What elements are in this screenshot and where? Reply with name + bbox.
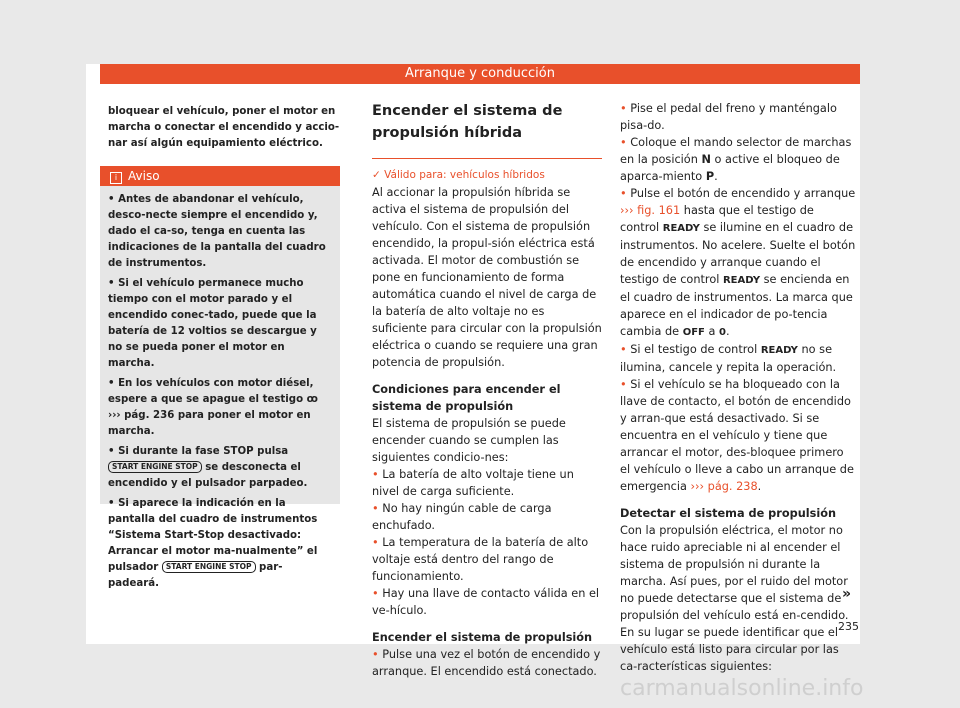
list-item: • Pise el pedal del freno y manténgalo pisa-do. — [620, 102, 837, 132]
ready-indicator-icon: READY — [760, 345, 798, 356]
list-item: • Hay una llave de contacto válida en el ve-hículo. — [372, 587, 600, 617]
page-link[interactable]: ››› pág. 238 — [690, 480, 758, 493]
watermark: carmanualsonline.info — [620, 676, 864, 701]
column-middle — [372, 100, 602, 680]
subheading: Detectar el sistema de propulsión — [620, 507, 837, 520]
continue-marker: » — [842, 586, 852, 602]
aviso-header — [100, 166, 340, 186]
aviso-body — [100, 186, 340, 592]
column-left — [108, 104, 340, 152]
start-stop-key-icon: START ENGINE STOP — [108, 461, 202, 473]
title-rule — [372, 158, 602, 159]
glow-plug-icon: ꝏ — [306, 394, 318, 405]
start-stop-key-icon: START ENGINE STOP — [162, 561, 256, 573]
paragraph: Con la propulsión eléctrica, el motor no hace ruido apreciable ni al encender el sistema de propulsión ni durante la marcha. Así pues, por el ruido del motor no puede detectarse que el sistema de propulsión del vehículo está en-cendido. En su lugar se puede identificar que el vehículo está listo para circular por las ca-racterísticas siguientes: — [620, 524, 849, 673]
ready-indicator-icon: READY — [722, 275, 761, 286]
zero-indicator-icon: 0 — [718, 327, 726, 338]
info-icon: i — [110, 172, 122, 184]
ready-indicator-icon: READY — [662, 223, 700, 234]
list-item: • Pulse una vez el botón de encendido y arranque. El encendido está conectado. — [372, 648, 601, 678]
validity-note: ✓ Válido para: vehículos híbridos — [372, 169, 545, 181]
column-right — [620, 100, 856, 675]
list-item: • La batería de alto voltaje tiene un nivel de carga suficiente. — [372, 468, 574, 498]
list-item: • Pulse el botón de encendido y arranque ››› fig. 161 hasta que el testigo de control READY se ilumine en el cuadro de instrumentos. No acelere. Suelte el botón de encendido y arranque cuando el testigo de control READY se encienda en el cuadro de instrumentos. La marca que aparece en el indicador de po-tencia cambia de OFF a 0. — [620, 187, 856, 338]
aviso-item: • En los vehículos con motor diésel, espere a que se apague el testigo ꝏ ››› pág. 236 para poner el motor en marcha. — [108, 378, 318, 437]
section-title: Encender el sistema de propulsión híbrida — [372, 103, 563, 141]
list-item: • Si el vehículo se ha bloqueado con la llave de contacto, el botón de encendido y arran-que está desactivado. Si se encuentra en el vehículo y tiene que arrancar el motor, des-bloquee primero el vehículo o lleve a cabo un arranque de emergencia ››› pág. 238. — [620, 378, 854, 493]
list-item: • No hay ningún cable de carga enchufado. — [372, 502, 552, 532]
aviso-item: • Si el vehículo permanece mucho tiempo con el motor parado y el encendido conec-tado, puede que la batería de 12 voltios se descargue y no se pueda poner el motor en marcha. — [108, 278, 317, 369]
aviso-item: • Si aparece la indicación en la pantalla del cuadro de instrumentos “Sistema Start-Stop desactivado: Arrancar el motor ma-nualmente” el pulsador START ENGINE STOP par-padeará. — [108, 498, 318, 589]
paragraph: Al accionar la propulsión híbrida se activa el sistema de propulsión del vehículo. Con el sistema de propulsión encendido, la propul-sión eléctrica está activada. El motor de combustión se pone en funcionamiento de forma automática cuando el nivel de carga de la batería de alto voltaje no es suficiente para circular con la propulsión eléctrica o cuando se requiere una gran potencia de propulsión. — [372, 186, 602, 369]
section-header: Arranque y conducción — [100, 64, 860, 84]
subheading: Condiciones para encender el sistema de propulsión — [372, 383, 561, 413]
off-indicator-icon: OFF — [682, 327, 705, 338]
list-item: • La temperatura de la batería de alto voltaje está dentro del rango de funcionamiento. — [372, 536, 589, 583]
aviso-title: Aviso — [128, 169, 160, 183]
page-number: 235 — [838, 620, 859, 633]
figure-link[interactable]: ››› fig. 161 — [620, 204, 681, 217]
list-item: • Coloque el mando selector de marchas en la posición N o active el bloqueo de aparca-miento P. — [620, 136, 852, 183]
paragraph: El sistema de propulsión se puede encender cuando se cumplen las siguientes condicio-nes: — [372, 417, 566, 464]
list-item: • Si el testigo de control READY no se ilumina, cancele y repita la operación. — [620, 343, 837, 374]
subheading: Encender el sistema de propulsión — [372, 631, 593, 644]
aviso-item: • Antes de abandonar el vehículo, desco-necte siempre el encendido y, dado el ca-so, tenga en cuenta las indicaciones de la pantalla del cuadro de instrumentos. — [108, 194, 326, 269]
aviso-item: • Si durante la fase STOP pulsa START ENGINE STOP se desconecta el encendido y el pulsador parpadeo. — [108, 446, 308, 489]
intro-text: bloquear el vehículo, poner el motor en marcha o conectar el encendido y accio-nar así algún equipamiento eléctrico. — [108, 106, 340, 149]
aviso-box — [100, 166, 340, 589]
